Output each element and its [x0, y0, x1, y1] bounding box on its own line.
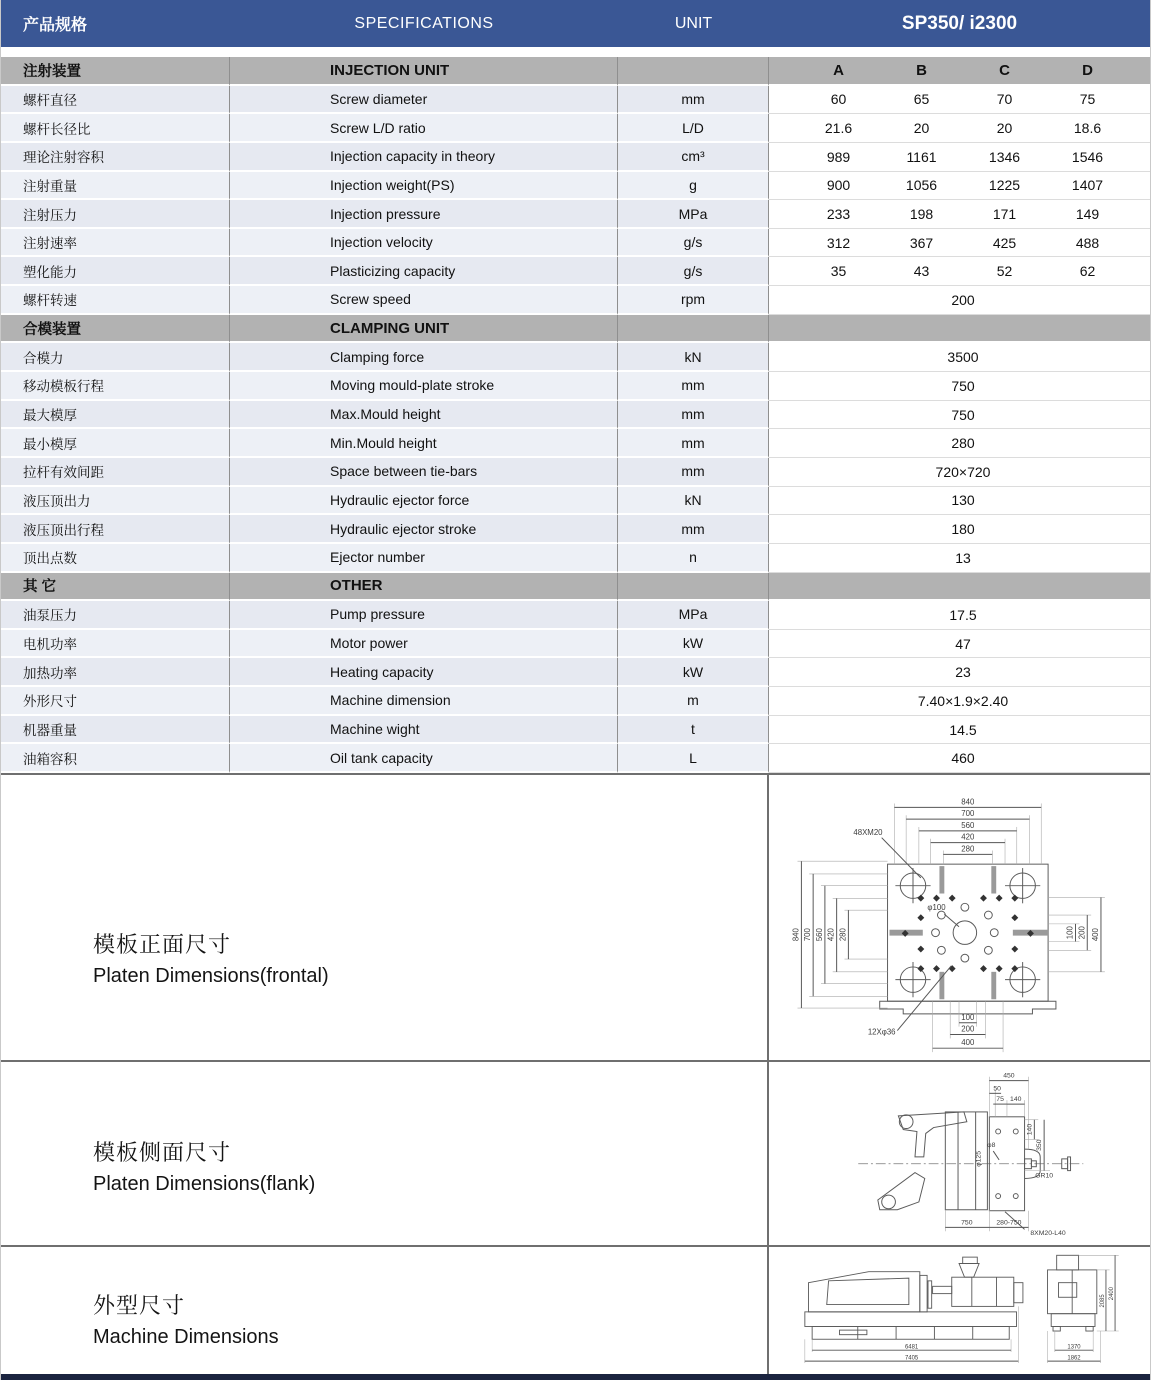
section-unit-cell	[618, 573, 769, 602]
row-unit: cm³	[618, 143, 769, 172]
row-label-cn: 油泵压力	[1, 601, 230, 630]
row-unit: mm	[618, 86, 769, 115]
diagram-title-cn: 模板正面尺寸	[93, 931, 232, 957]
row-unit: mm	[618, 372, 769, 401]
row-label-cn: 顶出点数	[1, 544, 230, 573]
section-name-en: INJECTION UNIT	[230, 57, 618, 86]
diagram-title-cn: 模板侧面尺寸	[93, 1139, 232, 1165]
column-header: C	[999, 61, 1010, 79]
row-unit: rpm	[618, 286, 769, 315]
diagram-title-cn: 外型尺寸	[93, 1292, 186, 1318]
row-value: 750	[951, 377, 975, 394]
spec-row	[1, 630, 1150, 659]
row-value: 60	[830, 91, 847, 108]
row-label-cn: 注射压力	[1, 200, 230, 229]
dim-label: 75	[996, 1096, 1004, 1104]
row-label-cn: 最大模厚	[1, 401, 230, 430]
dim-label: φ8	[987, 1142, 996, 1150]
row-values	[769, 200, 1150, 229]
spec-row	[1, 343, 1150, 372]
spec-row	[1, 401, 1150, 430]
row-values	[769, 658, 1150, 687]
spec-row	[1, 229, 1150, 258]
dim-label: 700	[803, 928, 813, 942]
row-value: 312	[826, 234, 851, 251]
spec-row	[1, 658, 1150, 687]
section-header-row	[1, 57, 1150, 86]
row-unit: kW	[618, 630, 769, 659]
row-values	[769, 229, 1150, 258]
spec-row	[1, 143, 1150, 172]
row-label-en: Space between tie-bars	[230, 458, 618, 487]
row-label-cn: 螺杆直径	[1, 86, 230, 115]
holes-callout-label: 12Xφ36	[867, 1027, 896, 1037]
platen-frontal-drawing-area	[769, 775, 1150, 1060]
spec-row	[1, 487, 1150, 516]
machine-dimensions-diagram	[772, 1248, 1147, 1373]
row-value: 52	[996, 263, 1013, 280]
section-name-en: OTHER	[230, 573, 618, 602]
dim-label: 400	[961, 1038, 975, 1048]
spec-row	[1, 429, 1150, 458]
dim-label: 140	[1010, 1096, 1022, 1104]
row-label-cn: 塑化能力	[1, 257, 230, 286]
dim-label: 350	[1036, 1139, 1044, 1151]
dim-label: GR10	[1035, 1172, 1054, 1180]
row-label-en: Injection pressure	[230, 200, 618, 229]
dim-label: 560	[961, 820, 975, 830]
diagram-label-frontal	[1, 775, 769, 1060]
row-value: 1546	[1071, 148, 1104, 165]
dim-label: φ125	[975, 1150, 983, 1167]
diagram-title-en: Platen Dimensions(frontal)	[93, 964, 329, 987]
header-model: SP350/ i2300	[901, 12, 1018, 34]
row-values	[769, 172, 1150, 201]
spec-row	[1, 716, 1150, 745]
row-value: 198	[909, 206, 934, 223]
row-values	[769, 544, 1150, 573]
row-label-cn: 机器重量	[1, 716, 230, 745]
spec-row	[1, 687, 1150, 716]
row-value: 47	[955, 635, 971, 652]
footer-bar	[1, 1374, 1150, 1380]
row-unit: kN	[618, 487, 769, 516]
row-value: 1056	[905, 177, 938, 194]
row-label-en: Screw diameter	[230, 86, 618, 115]
dim-label: 50	[993, 1085, 1001, 1093]
spec-row	[1, 172, 1150, 201]
row-label-en: Injection velocity	[230, 229, 618, 258]
row-value: 171	[992, 206, 1017, 223]
row-value: 149	[1075, 206, 1100, 223]
row-values	[769, 401, 1150, 430]
row-value: 750	[951, 406, 975, 423]
row-value: 20	[996, 120, 1013, 137]
row-unit: mm	[618, 401, 769, 430]
row-value: 21.6	[824, 120, 853, 137]
row-label-cn: 注射重量	[1, 172, 230, 201]
row-label-en: Machine dimension	[230, 687, 618, 716]
row-unit: g/s	[618, 257, 769, 286]
row-label-cn: 加热功率	[1, 658, 230, 687]
row-unit: MPa	[618, 601, 769, 630]
row-values	[769, 716, 1150, 745]
spec-row	[1, 515, 1150, 544]
row-label-en: Max.Mould height	[230, 401, 618, 430]
row-value: 1346	[988, 148, 1021, 165]
header-title-en: SPECIFICATIONS	[354, 14, 494, 32]
row-label-cn: 理论注射容积	[1, 143, 230, 172]
header-bar	[1, 0, 1150, 47]
center-hole-label: φ100	[927, 903, 946, 913]
row-values	[769, 257, 1150, 286]
row-label-cn: 合模力	[1, 343, 230, 372]
row-value: 130	[951, 492, 975, 509]
row-values	[769, 458, 1150, 487]
row-value: 65	[913, 91, 930, 108]
dim-label: 2400	[1109, 1287, 1116, 1301]
spec-row	[1, 114, 1150, 143]
row-label-en: Min.Mould height	[230, 429, 618, 458]
dim-label: 7405	[905, 1355, 919, 1362]
section-name-cn: 注射装置	[1, 57, 230, 86]
dim-label: 200	[1077, 926, 1087, 940]
row-label-en: Screw speed	[230, 286, 618, 315]
row-unit: MPa	[618, 200, 769, 229]
row-unit: L/D	[618, 114, 769, 143]
dim-label: 400	[1091, 928, 1101, 942]
row-label-en: Machine wight	[230, 716, 618, 745]
spec-row	[1, 257, 1150, 286]
row-value: 367	[909, 234, 934, 251]
dim-label: 840	[961, 797, 975, 807]
row-value: 280	[951, 435, 975, 452]
row-unit: g	[618, 172, 769, 201]
dim-label: 6481	[905, 1344, 919, 1351]
dim-label: 280	[961, 844, 975, 854]
row-label-cn: 电机功率	[1, 630, 230, 659]
dim-label: 280-750	[996, 1219, 1022, 1227]
diagram-label-machine	[1, 1247, 769, 1374]
dim-label: 420	[961, 832, 975, 842]
row-value: 233	[826, 206, 851, 223]
spec-row	[1, 544, 1150, 573]
row-label-cn: 最小模厚	[1, 429, 230, 458]
row-values	[769, 487, 1150, 516]
row-values	[769, 630, 1150, 659]
section-unit-cell	[618, 315, 769, 344]
row-value: 20	[913, 120, 930, 137]
row-unit: m	[618, 687, 769, 716]
row-label-en: Injection weight(PS)	[230, 172, 618, 201]
dim-label: 420	[826, 928, 836, 942]
row-value: 200	[951, 291, 975, 308]
row-value: 989	[826, 148, 851, 165]
row-unit: mm	[618, 458, 769, 487]
spec-row	[1, 744, 1150, 773]
row-unit: kN	[618, 343, 769, 372]
section-header-row	[1, 573, 1150, 602]
row-value: 1161	[906, 148, 937, 165]
row-label-en: Oil tank capacity	[230, 744, 618, 773]
spec-row	[1, 200, 1150, 229]
row-unit: t	[618, 716, 769, 745]
platen-frontal-diagram	[772, 778, 1147, 1057]
diagram-title-en: Machine Dimensions	[93, 1325, 279, 1348]
column-header: D	[1082, 61, 1093, 79]
section-values-cell	[769, 315, 1150, 344]
row-label-cn: 螺杆转速	[1, 286, 230, 315]
header-unit-label: UNIT	[674, 14, 713, 32]
row-value: 13	[955, 549, 971, 566]
row-value: 488	[1075, 234, 1100, 251]
row-label-cn: 螺杆长径比	[1, 114, 230, 143]
dim-label: 450	[1003, 1072, 1015, 1080]
row-label-en: Motor power	[230, 630, 618, 659]
machine-drawing-area	[769, 1247, 1150, 1374]
row-value: 3500	[947, 349, 979, 366]
row-values	[769, 429, 1150, 458]
row-value: 70	[996, 91, 1013, 108]
row-value: 62	[1079, 263, 1096, 280]
row-label-cn: 液压顶出行程	[1, 515, 230, 544]
row-value: 35	[830, 263, 847, 280]
row-label-cn: 液压顶出力	[1, 487, 230, 516]
row-label-en: Clamping force	[230, 343, 618, 372]
row-value: 17.5	[949, 606, 977, 623]
row-value: 14.5	[949, 721, 977, 738]
diagram-title-en: Platen Dimensions(flank)	[93, 1172, 316, 1195]
column-header: A	[833, 61, 844, 79]
section-values-cell	[769, 573, 1150, 602]
row-value: 75	[1079, 91, 1096, 108]
dim-label: 840	[791, 928, 801, 942]
row-value: 43	[913, 263, 930, 280]
header-title-cn: 产品规格	[23, 17, 88, 34]
dim-label: 100	[1065, 926, 1075, 940]
row-value: 900	[826, 177, 851, 194]
row-unit: g/s	[618, 229, 769, 258]
bolt-callout-label: 8XM20-L40	[1030, 1230, 1066, 1238]
row-label-cn: 拉杆有效间距	[1, 458, 230, 487]
spec-row	[1, 458, 1150, 487]
row-values	[769, 515, 1150, 544]
row-label-en: Hydraulic ejector force	[230, 487, 618, 516]
section-name-en: CLAMPING UNIT	[230, 315, 618, 344]
dim-label: 560	[814, 928, 824, 942]
dim-label: 200	[961, 1024, 975, 1034]
dim-label: 700	[961, 809, 975, 819]
row-value: 180	[951, 521, 975, 538]
section-name-cn: 合模装置	[1, 315, 230, 344]
row-label-en: Ejector number	[230, 544, 618, 573]
diagram-block-flank	[1, 1060, 1150, 1245]
row-unit: mm	[618, 515, 769, 544]
platen-flank-drawing-area	[769, 1062, 1150, 1245]
diagrams-area	[1, 773, 1150, 1374]
row-label-en: Plasticizing capacity	[230, 257, 618, 286]
row-label-en: Screw L/D ratio	[230, 114, 618, 143]
row-values	[769, 744, 1150, 773]
row-values	[769, 601, 1150, 630]
row-values	[769, 343, 1150, 372]
row-values	[769, 687, 1150, 716]
section-header-row	[1, 315, 1150, 344]
dim-label: 2085	[1100, 1294, 1107, 1308]
section-name-cn: 其 它	[1, 573, 230, 602]
row-label-en: Moving mould-plate stroke	[230, 372, 618, 401]
row-value: 1225	[988, 177, 1021, 194]
spec-row	[1, 601, 1150, 630]
row-unit: n	[618, 544, 769, 573]
dim-label: 1370	[1067, 1344, 1081, 1351]
row-label-cn: 外形尺寸	[1, 687, 230, 716]
row-label-cn: 注射速率	[1, 229, 230, 258]
row-label-en: Pump pressure	[230, 601, 618, 630]
bolt-callout-label: 48XM20	[853, 827, 883, 837]
row-value: 425	[992, 234, 1017, 251]
spec-row	[1, 286, 1150, 315]
row-value: 18.6	[1073, 120, 1102, 137]
row-label-cn: 油箱容积	[1, 744, 230, 773]
row-label-cn: 移动模板行程	[1, 372, 230, 401]
row-value: 460	[951, 750, 975, 767]
dim-label: 140	[1026, 1123, 1034, 1136]
row-unit: mm	[618, 429, 769, 458]
spec-row	[1, 372, 1150, 401]
row-value: 7.40×1.9×2.40	[917, 692, 1009, 709]
diagram-block-machine	[1, 1245, 1150, 1374]
row-values	[769, 114, 1150, 143]
diagram-label-flank	[1, 1062, 769, 1245]
section-values-cell	[769, 57, 1150, 86]
dim-label: 1862	[1067, 1355, 1081, 1362]
dim-label: 750	[961, 1219, 973, 1227]
dim-label: 100	[961, 1012, 975, 1022]
row-label-en: Hydraulic ejector stroke	[230, 515, 618, 544]
spec-row	[1, 86, 1150, 115]
row-value: 720×720	[935, 463, 991, 480]
header-gap	[1, 47, 1150, 57]
section-unit-cell	[618, 57, 769, 86]
row-values	[769, 286, 1150, 315]
row-values	[769, 372, 1150, 401]
spec-table	[1, 57, 1150, 773]
row-label-en: Heating capacity	[230, 658, 618, 687]
platen-flank-diagram	[772, 1063, 1147, 1244]
diagram-block-frontal	[1, 775, 1150, 1060]
row-unit: L	[618, 744, 769, 773]
column-header: B	[916, 61, 927, 79]
row-label-en: Injection capacity in theory	[230, 143, 618, 172]
row-values	[769, 143, 1150, 172]
dim-label: 280	[838, 928, 848, 942]
row-value: 1407	[1071, 177, 1104, 194]
row-values	[769, 86, 1150, 115]
row-unit: kW	[618, 658, 769, 687]
row-value: 23	[955, 664, 971, 681]
